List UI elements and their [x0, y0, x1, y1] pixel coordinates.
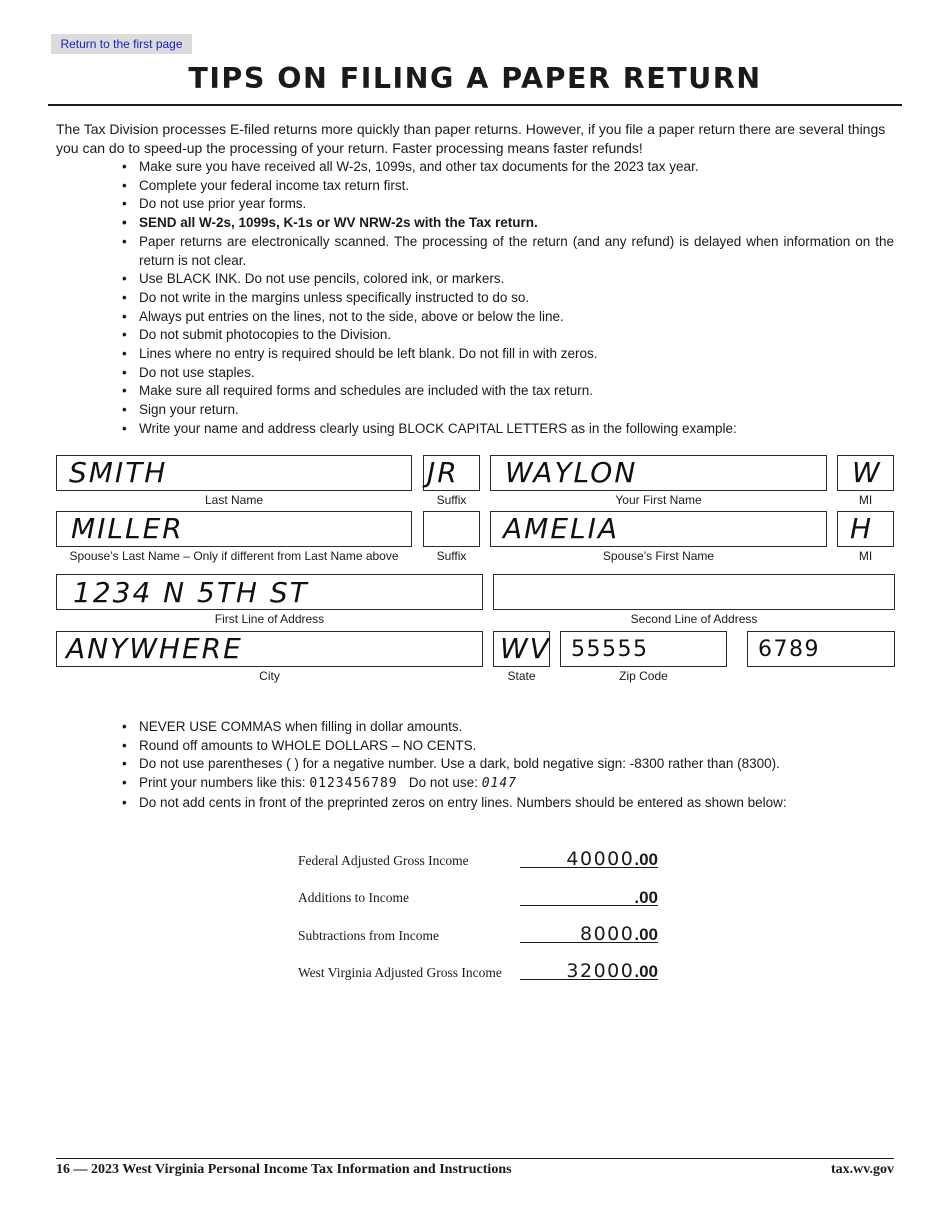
footer-page-info: 16 — 2023 West Virginia Personal Income Tax Information and Instructions	[56, 1162, 512, 1177]
list-item: • Do not write in the margins unless specifically instructed to do so.	[122, 289, 894, 308]
income-value-line: 40000.00	[520, 848, 658, 868]
income-label: Federal Adjusted Gross Income	[298, 853, 469, 868]
list-item: • Lines where no entry is required should be left blank. Do not fill in with zeros.	[122, 345, 894, 364]
filing-tips-list	[122, 158, 894, 439]
bullet-icon: •	[122, 233, 127, 249]
address-line2-box	[493, 574, 895, 610]
spouse-last-name-value: MILLER	[71, 512, 184, 545]
spouse-first-name-label: Spouse’s First Name	[602, 549, 715, 563]
bullet-icon: •	[122, 346, 127, 362]
spouse-mi-value: H	[850, 512, 874, 545]
spouse-suffix-label: Suffix	[436, 549, 467, 563]
list-item: • SEND all W-2s, 1099s, K-1s or WV NRW-2s with the Tax return.	[122, 214, 894, 233]
number-tips-list	[122, 718, 894, 813]
first-name-label: Your First Name	[615, 493, 702, 507]
spouse-last-name-box	[56, 511, 412, 547]
bullet-icon: •	[122, 159, 127, 174]
bullet-icon: •	[122, 364, 127, 380]
intro-paragraph: The Tax Division processes E-filed returns more quickly than paper returns. However, if you file a paper return there are several things you can do to speed-up the processing of your return. Faster processing means faster refunds!	[56, 121, 886, 156]
city-value: ANYWHERE	[66, 632, 243, 665]
income-value-line: .00	[520, 886, 658, 906]
bullet-icon: •	[122, 308, 127, 324]
footer-divider	[56, 1158, 894, 1159]
list-item: • Make sure all required forms and schedules are included with the tax return.	[122, 382, 894, 401]
spouse-last-name-label: Spouse’s Last Name – Only if different from Last Name above	[69, 549, 399, 563]
income-label: Additions to Income	[298, 890, 409, 905]
spouse-mi-label: MI	[858, 549, 873, 563]
first-name-box	[490, 455, 827, 491]
income-value-line: 8000.00	[520, 923, 658, 943]
bullet-icon: •	[122, 196, 127, 212]
bullet-icon: •	[122, 327, 127, 343]
mi-box	[837, 455, 894, 491]
address-line1-box	[56, 574, 483, 610]
bullet-icon: •	[122, 177, 127, 193]
bullet-icon: •	[122, 420, 127, 436]
spouse-first-name-value: AMELIA	[503, 512, 620, 545]
list-item: • Use BLACK INK. Do not use pencils, colored ink, or markers.	[122, 270, 894, 289]
zip-value: 55555	[571, 637, 649, 662]
bullet-icon: •	[122, 756, 127, 772]
city-box	[56, 631, 483, 667]
address-line2-label: Second Line of Address	[630, 612, 758, 626]
zip-box	[560, 631, 727, 667]
list-item: • NEVER USE COMMAS when filling in dollar amounts.	[122, 718, 894, 737]
title-divider	[48, 104, 902, 106]
zip4-value: 6789	[758, 637, 820, 662]
bullet-icon: •	[122, 794, 127, 810]
bullet-icon: •	[122, 737, 127, 753]
city-label: City	[259, 669, 280, 683]
address-line1-label: First Line of Address	[214, 612, 325, 626]
bullet-icon: •	[122, 289, 127, 305]
list-item: • Print your numbers like this: 0123456789 Do not use: 0147	[122, 775, 517, 792]
address-line1-value: 1234 N 5TH ST	[73, 576, 309, 609]
list-item: • Paper returns are electronically scanned. The processing of the return (and any refund) is delayed when information on the return is not clear.	[122, 233, 894, 268]
mi-value: W	[852, 456, 882, 489]
last-name-label: Last Name	[204, 493, 264, 507]
bullet-icon: •	[122, 402, 127, 418]
spouse-first-name-box	[490, 511, 827, 547]
last-name-box	[56, 455, 412, 491]
suffix-label: Suffix	[436, 493, 467, 507]
zip-label: Zip Code	[619, 669, 668, 683]
bullet-icon: •	[122, 271, 127, 287]
list-item: • Do not use prior year forms.	[122, 195, 894, 214]
state-value: WV	[500, 632, 551, 665]
list-item: • Do not use staples.	[122, 364, 894, 383]
list-item: • Sign your return.	[122, 401, 894, 420]
bullet-icon: •	[122, 719, 127, 734]
last-name-value: SMITH	[69, 456, 168, 489]
state-box	[493, 631, 550, 667]
income-value-line: 32000.00	[520, 960, 658, 980]
list-item: • Do not add cents in front of the preprinted zeros on entry lines. Numbers should be entered as shown below:	[122, 794, 894, 813]
list-item: • Do not use parentheses ( ) for a negative number. Use a dark, bold negative sign: -8300 rather than (8300).	[122, 755, 894, 774]
mi-label: MI	[858, 493, 873, 507]
bullet-icon: •	[122, 215, 127, 231]
good-digits-sample: 0123456789	[309, 776, 398, 792]
income-label: West Virginia Adjusted Gross Income	[298, 965, 502, 980]
spouse-mi-box	[837, 511, 894, 547]
suffix-value: JR	[427, 456, 459, 489]
spouse-suffix-box	[423, 511, 480, 547]
bullet-icon: •	[122, 775, 127, 791]
page-title: TIPS ON FILING A PAPER RETURN	[188, 62, 762, 95]
list-item: • Complete your federal income tax return first.	[122, 177, 894, 196]
list-item: • Round off amounts to WHOLE DOLLARS – NO CENTS.	[122, 737, 894, 756]
first-name-value: WAYLON	[505, 456, 638, 489]
bad-digits-sample: 0147	[481, 776, 517, 792]
footer-website: tax.wv.gov	[831, 1162, 894, 1177]
state-label: State	[507, 669, 536, 683]
list-item: • Always put entries on the lines, not to the side, above or below the line.	[122, 308, 894, 327]
return-first-page-button[interactable]: Return to the first page	[51, 34, 192, 54]
list-item: • Write your name and address clearly using BLOCK CAPITAL LETTERS as in the following example:	[122, 420, 894, 439]
suffix-box	[423, 455, 480, 491]
list-item: • Do not submit photocopies to the Division.	[122, 326, 894, 345]
bullet-icon: •	[122, 383, 127, 399]
zip4-box	[747, 631, 895, 667]
list-item: • Make sure you have received all W-2s, 1099s, and other tax documents for the 2023 tax year.	[122, 158, 894, 177]
income-label: Subtractions from Income	[298, 928, 439, 943]
